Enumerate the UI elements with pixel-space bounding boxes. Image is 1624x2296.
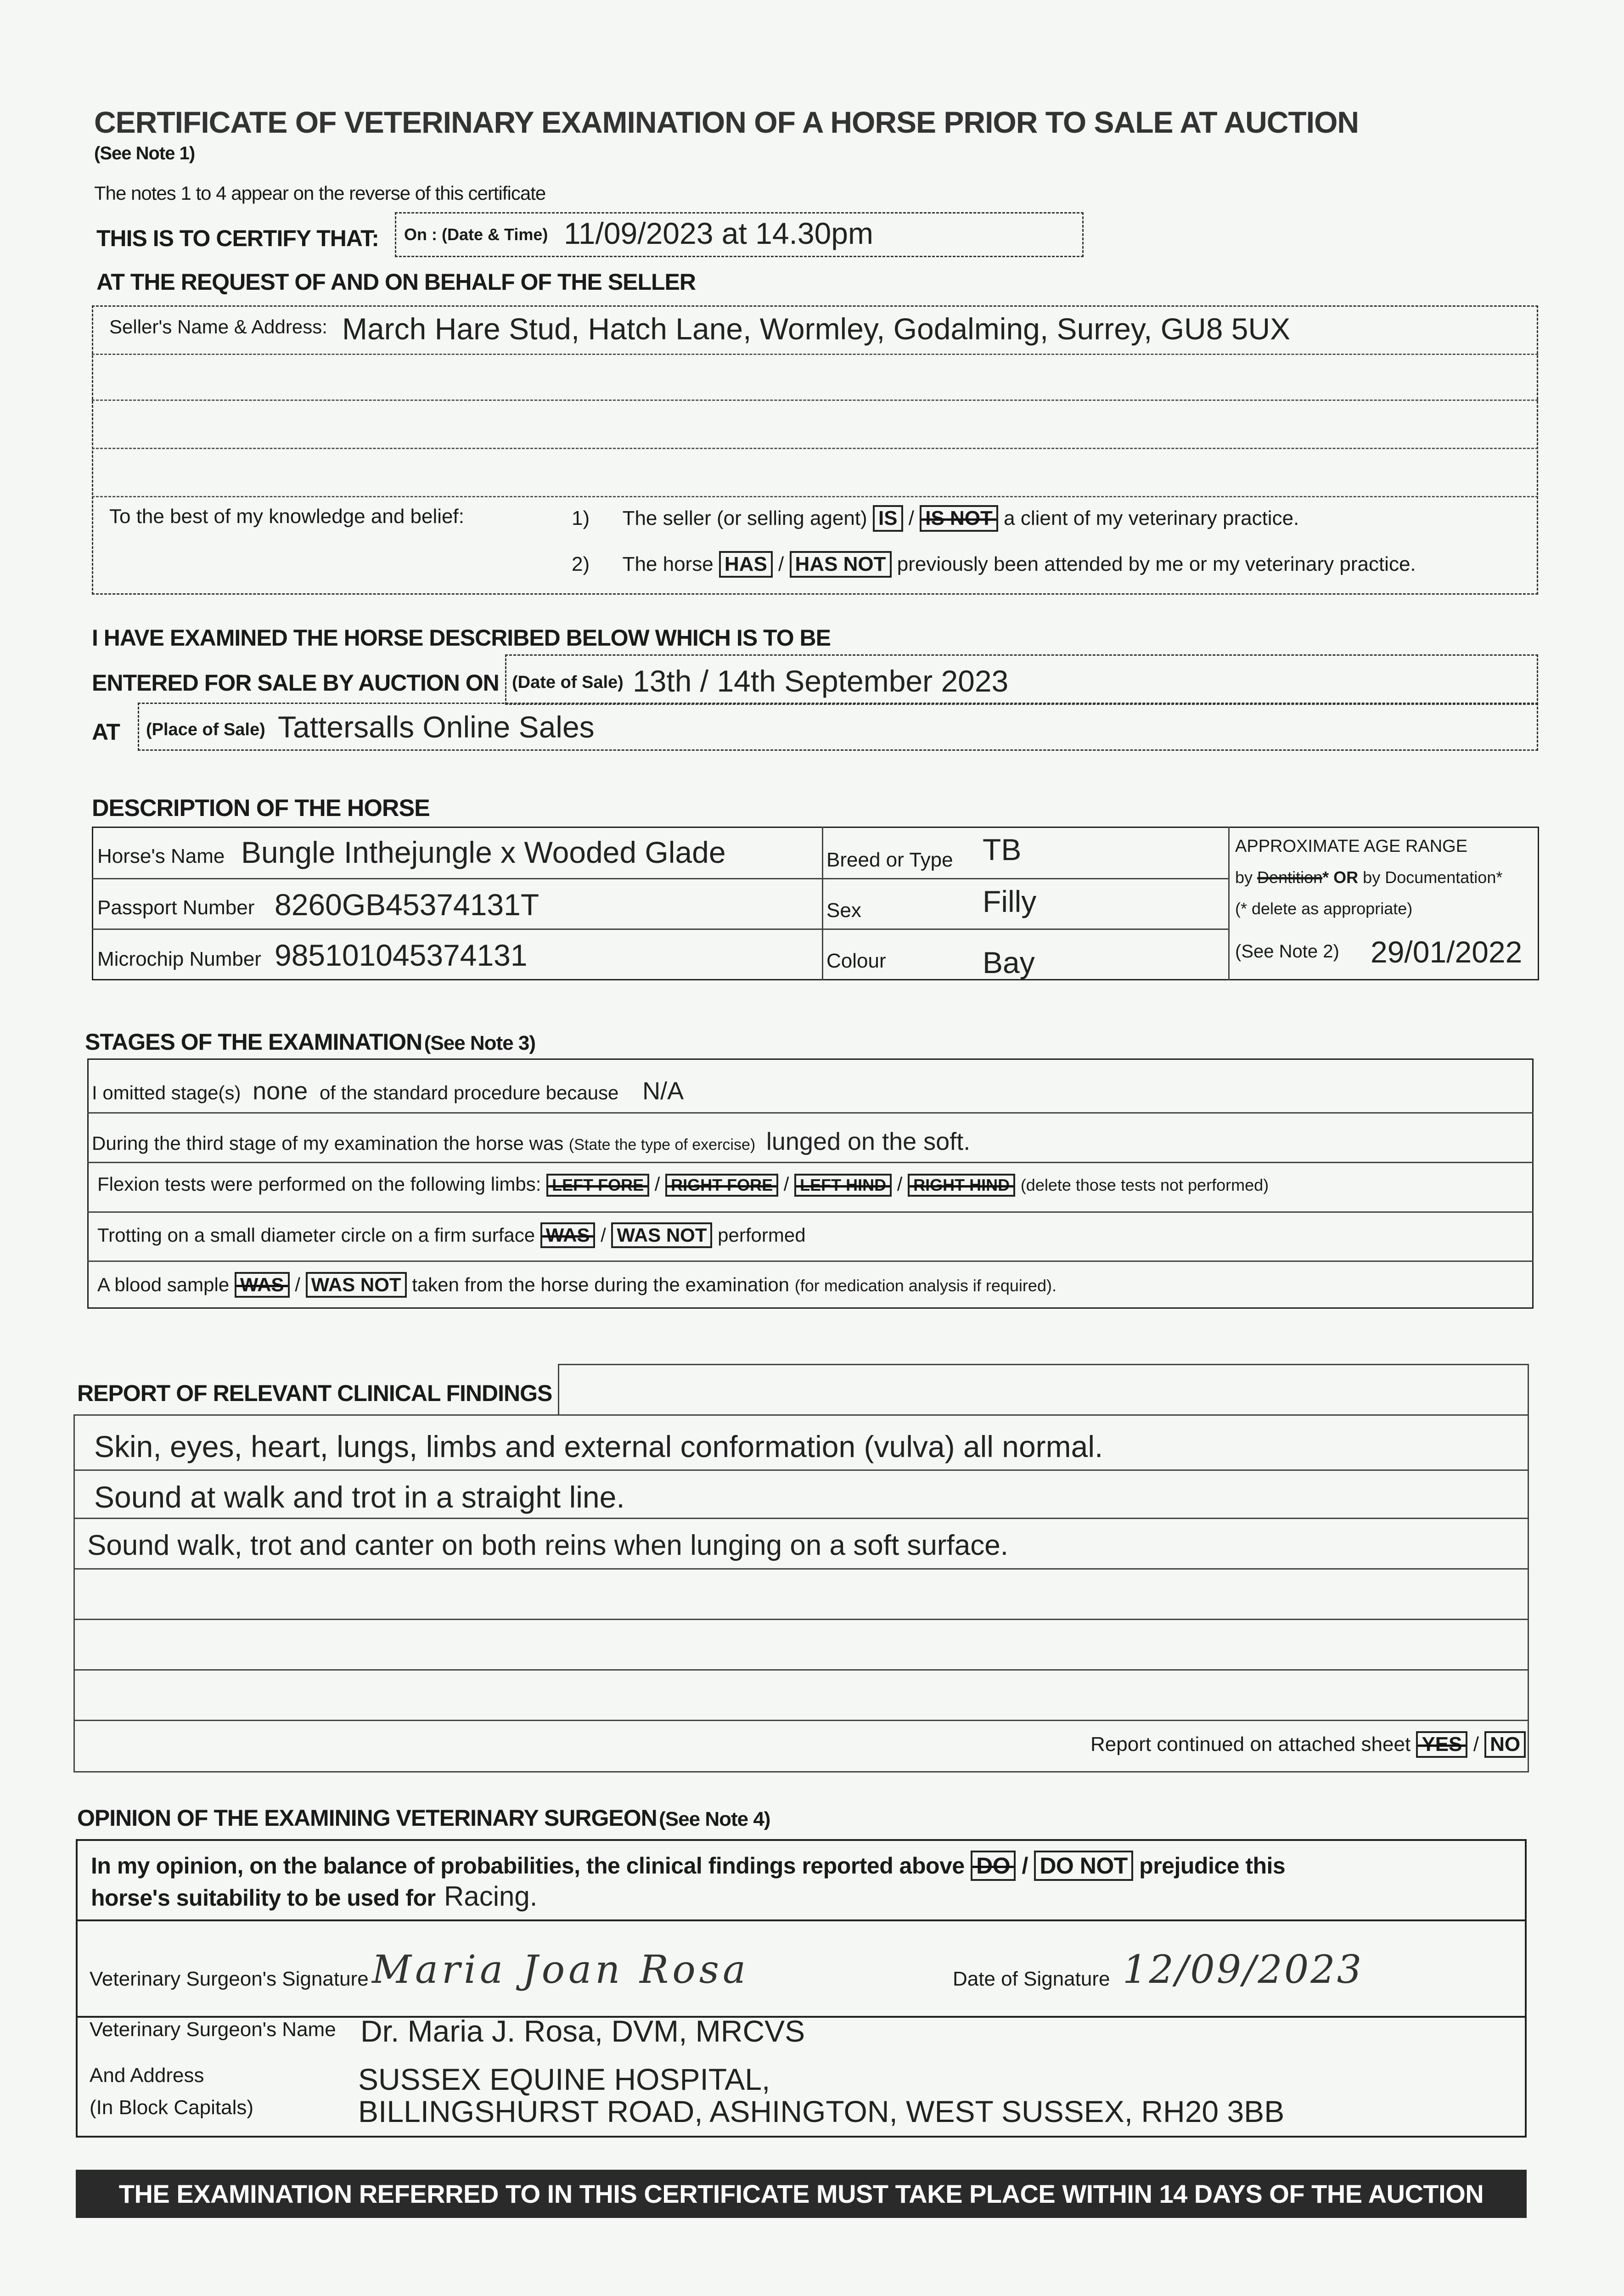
item1-post: a client of my veterinary practice. xyxy=(1004,507,1299,529)
request-label: AT THE REQUEST OF AND ON BEHALF OF THE SELLER xyxy=(96,269,696,295)
trot-label: Trotting on a small diameter circle on a firm surface xyxy=(97,1224,535,1246)
age-by: by xyxy=(1235,868,1253,887)
omitted-label: I omitted stage(s) xyxy=(92,1082,241,1103)
microchip-label: Microchip Number xyxy=(97,948,261,970)
knowledge-label: To the best of my knowledge and belief: xyxy=(109,505,464,528)
item2-number: 2) xyxy=(572,553,590,575)
age-heading: APPROXIMATE AGE RANGE xyxy=(1235,837,1468,856)
stages-note: (See Note 3) xyxy=(424,1032,536,1054)
slash: / xyxy=(778,553,784,575)
item2-text: The horse xyxy=(622,553,714,575)
age-see-note: (See Note 2) xyxy=(1235,941,1339,962)
see-note-1: (See Note 1) xyxy=(94,143,195,163)
client-is-option[interactable]: IS xyxy=(873,505,903,532)
slash: / xyxy=(601,1224,606,1246)
address-line-2[interactable]: BILLINGSHURST ROAD, ASHINGTON, WEST SUSSEX, RH20 3BB xyxy=(358,2094,1285,2128)
flexion-right-hind[interactable]: RIGHT HIND xyxy=(908,1174,1015,1197)
horse-heading: DESCRIPTION OF THE HORSE xyxy=(92,795,430,822)
stages-heading: STAGES OF THE EXAMINATION xyxy=(85,1029,422,1055)
vet-name-value[interactable]: Dr. Maria J. Rosa, DVM, MRCVS xyxy=(360,2014,805,2048)
blood-was-not-option[interactable]: WAS NOT xyxy=(306,1272,407,1298)
client-is-not-option[interactable]: IS NOT xyxy=(920,505,998,532)
continued-no-option[interactable]: NO xyxy=(1484,1731,1526,1758)
finding-line[interactable]: Skin, eyes, heart, lungs, limbs and external conformation (vulva) all normal. xyxy=(94,1429,1103,1463)
horse-name-value[interactable]: Bungle Inthejungle x Wooded Glade xyxy=(241,835,726,869)
opinion-heading: OPINION OF THE EXAMINING VETERINARY SURGEON xyxy=(77,1805,657,1831)
sex-label: Sex xyxy=(826,899,861,922)
address-label-2: (In Block Capitals) xyxy=(90,2096,254,2119)
third-stage-value[interactable]: lunged on the soft. xyxy=(766,1128,971,1155)
colour-label: Colour xyxy=(826,950,886,972)
findings-heading: REPORT OF RELEVANT CLINICAL FINDINGS xyxy=(77,1380,552,1406)
findings-box xyxy=(73,1414,1529,1773)
finding-line[interactable]: Sound walk, trot and canter on both reins when lunging on a soft surface. xyxy=(87,1530,1008,1561)
breed-label: Breed or Type xyxy=(826,849,953,871)
passport-label: Passport Number xyxy=(97,896,255,919)
certify-label: THIS IS TO CERTIFY THAT: xyxy=(96,225,379,251)
slash: / xyxy=(654,1173,660,1195)
third-stage-label: During the third stage of my examination the horse was xyxy=(92,1132,564,1154)
item1-number: 1) xyxy=(572,507,590,529)
signature[interactable]: Maria Joan Rosa xyxy=(372,1947,750,1992)
item2-post: previously been attended by me or my veterinary practice. xyxy=(897,553,1416,575)
microchip-value[interactable]: 985101045374131 xyxy=(275,938,528,972)
sale-date-label: (Date of Sale) xyxy=(512,673,624,692)
age-or: * OR xyxy=(1322,868,1359,887)
age-dentition-option[interactable]: Dentition xyxy=(1257,868,1323,887)
slash: / xyxy=(897,1173,903,1195)
age-documentation-option[interactable]: by Documentation* xyxy=(1363,868,1503,887)
notes-line: The notes 1 to 4 appear on the reverse of this certificate xyxy=(94,182,546,204)
address-line-1[interactable]: SUSSEX EQUINE HOSPITAL, xyxy=(358,2062,770,2096)
horse-has-option[interactable]: HAS xyxy=(719,551,773,578)
item1-text: The seller (or selling agent) xyxy=(622,507,867,529)
sex-value[interactable]: Filly xyxy=(983,884,1037,918)
blood-post: taken from the horse during the examination xyxy=(412,1274,790,1295)
trot-was-option[interactable]: WAS xyxy=(540,1222,596,1248)
flexion-left-fore[interactable]: LEFT FORE xyxy=(546,1174,649,1197)
flexion-note: (delete those tests not performed) xyxy=(1020,1176,1269,1194)
horse-has-not-option[interactable]: HAS NOT xyxy=(790,551,892,578)
finding-line[interactable]: Sound at walk and trot in a straight line. xyxy=(94,1480,625,1514)
omitted-because: of the standard procedure because xyxy=(319,1082,619,1103)
flexion-right-fore[interactable]: RIGHT FORE xyxy=(665,1174,778,1197)
age-delete-note: (* delete as appropriate) xyxy=(1235,899,1413,918)
opinion-do-option[interactable]: DO xyxy=(971,1851,1016,1881)
age-method xyxy=(1235,868,1502,887)
slash: / xyxy=(295,1274,300,1295)
examined-label: I HAVE EXAMINED THE HORSE DESCRIBED BELOW WHICH IS TO BE xyxy=(92,625,831,651)
trot-post: performed xyxy=(718,1224,806,1246)
slash: / xyxy=(1473,1733,1479,1756)
signature-label: Veterinary Surgeon's Signature xyxy=(90,1968,369,1990)
flexion-left-hind[interactable]: LEFT HIND xyxy=(794,1174,892,1197)
vet-name-label: Veterinary Surgeon's Name xyxy=(90,2018,336,2041)
findings-header-box xyxy=(558,1364,1529,1414)
sale-place-label: (Place of Sale) xyxy=(146,720,265,739)
certificate-title: CERTIFICATE OF VETERINARY EXAMINATION OF A HORSE PRIOR TO SALE AT AUCTION xyxy=(94,105,1359,139)
slash: / xyxy=(1022,1853,1028,1879)
on-date-label: On : (Date & Time) xyxy=(404,225,548,244)
opinion-text-2: prejudice this xyxy=(1139,1853,1286,1879)
opinion-use-value[interactable]: Racing. xyxy=(444,1881,538,1912)
date-of-signature-value[interactable]: 12/09/2023 xyxy=(1123,1947,1364,1992)
sale-place-value[interactable]: Tattersalls Online Sales xyxy=(278,710,595,744)
slash: / xyxy=(908,507,914,529)
seller-value[interactable]: March Hare Stud, Hatch Lane, Wormley, Godalming, Surrey, GU8 5UX xyxy=(342,312,1291,346)
blood-label: A blood sample xyxy=(97,1274,230,1295)
continued-yes-option[interactable]: YES xyxy=(1416,1731,1467,1758)
blood-small: (for medication analysis if required). xyxy=(794,1276,1056,1295)
opinion-do-not-option[interactable]: DO NOT xyxy=(1034,1851,1133,1881)
flexion-label: Flexion tests were performed on the following limbs: xyxy=(97,1173,541,1195)
footer-banner xyxy=(76,2170,1527,2218)
opinion-text-1: In my opinion, on the balance of probabilities, the clinical findings reported above xyxy=(91,1853,965,1879)
sale-date-value[interactable]: 13th / 14th September 2023 xyxy=(633,664,1009,698)
horse-name-label: Horse's Name xyxy=(97,845,225,867)
breed-value[interactable]: TB xyxy=(983,833,1022,867)
opinion-note: (See Note 4) xyxy=(659,1808,770,1830)
opinion-text-3: horse's suitability to be used for xyxy=(91,1885,436,1911)
omitted-reason[interactable]: N/A xyxy=(642,1077,684,1105)
footer-banner-text: THE EXAMINATION REFERRED TO IN THIS CERTIFICATE MUST TAKE PLACE WITHIN 14 DAYS OF THE AUCTION xyxy=(118,2179,1484,2208)
slash: / xyxy=(783,1173,789,1195)
third-stage-small: (State the type of exercise) xyxy=(568,1136,756,1154)
seller-label: Seller's Name & Address: xyxy=(109,316,327,338)
entered-label: ENTERED FOR SALE BY AUCTION ON xyxy=(92,670,499,696)
on-date-value[interactable]: 11/09/2023 at 14.30pm xyxy=(564,216,873,250)
at-label: AT xyxy=(92,719,120,745)
date-of-signature-label: Date of Signature xyxy=(953,1968,1110,1990)
age-value[interactable]: 29/01/2022 xyxy=(1371,935,1523,969)
trot-was-not-option[interactable]: WAS NOT xyxy=(611,1222,712,1248)
omitted-value[interactable]: none xyxy=(253,1077,308,1105)
blood-was-option[interactable]: WAS xyxy=(235,1272,290,1298)
passport-value[interactable]: 8260GB45374131T xyxy=(275,888,539,922)
colour-value[interactable]: Bay xyxy=(983,945,1035,979)
continued-label: Report continued on attached sheet xyxy=(1090,1733,1411,1756)
address-label-1: And Address xyxy=(90,2064,204,2087)
